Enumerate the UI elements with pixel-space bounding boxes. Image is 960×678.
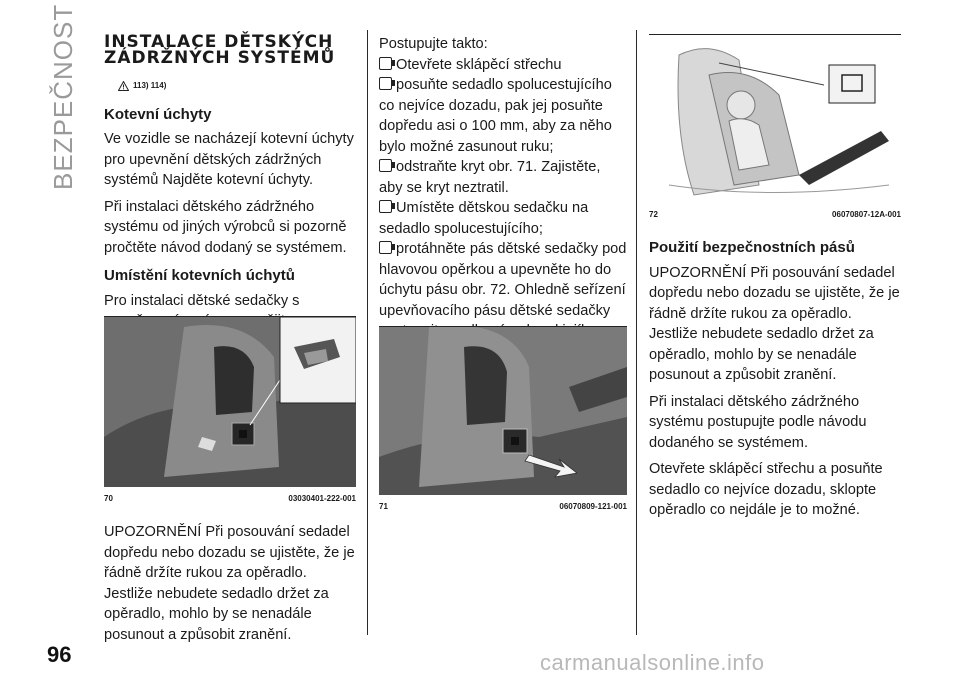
- figure-71-caption: [379, 502, 627, 511]
- step-bullet-icon: [379, 57, 392, 70]
- figure-code: 06070807-12A-001: [832, 210, 901, 219]
- warning-icon: [118, 81, 129, 91]
- figure-71-illustration: [379, 327, 627, 495]
- figure-number: 72: [649, 210, 658, 219]
- figure-71: [379, 326, 627, 511]
- figure-72: [649, 34, 901, 219]
- steps-intro: Postupujte takto:: [379, 36, 488, 52]
- paragraph-warning: UPOZORNĚNÍ Při posouvání sedadel dopředu nebo dozadu se ujistěte, že je řádně držíte rukou za opěradlo. Jestliže nebudete sedadlo držet za opěradlo, mohlo by se nenadále posunout a způsobit zranění.: [649, 264, 900, 383]
- step-text: posuňte sedadlo spolucestujícího co nejvíce dozadu, pak jej posuňte dopředu asi o 100 mm, aby za něho bylo možné zasunout ruku;: [379, 77, 612, 155]
- paragraph: Pro instalaci dětské sedačky s: [104, 292, 300, 309]
- column-1-lower: [104, 522, 356, 651]
- subheading-anchors: Kotevní úchyty: [104, 105, 212, 123]
- figure-72-caption: [649, 210, 901, 219]
- page-number: 96: [47, 642, 72, 667]
- figure-code: 03030401-222-001: [288, 494, 356, 503]
- column-divider: [636, 30, 637, 635]
- paragraph: Otevřete sklápěcí střechu a posuňte sedadlo co nejvíce dozadu, sklopte opěradlo co nejdále je to možné.: [649, 461, 883, 518]
- figure-code: 06070809-121-001: [559, 502, 627, 511]
- step-item: [379, 198, 627, 239]
- figure-number: 71: [379, 502, 388, 511]
- paragraph-warning: UPOZORNĚNÍ Při posouvání sedadel dopředu nebo dozadu se ujistěte, že je řádně držíte rukou za opěradlo. Jestliže nebudete sedadlo držet za opěradlo, mohlo by se nenadále posunout a způsobit zranění.: [104, 524, 355, 643]
- step-bullet-icon: [379, 241, 392, 254]
- paragraph: Při instalaci dětského zádržného systému od jiných výrobců si pozorně pročtěte návod dodaný se systémem.: [104, 198, 347, 256]
- section-title-line2: ZÁDRŽNÝCH SYSTÉMŮ: [104, 48, 336, 68]
- figure-72-illustration: [649, 35, 901, 203]
- step-bullet-icon: [379, 159, 392, 172]
- column-divider: [367, 30, 368, 635]
- step-text: Otevřete sklápěcí střechu: [396, 56, 562, 73]
- step-item: [379, 157, 627, 198]
- paragraph: Ve vozidle se nacházejí kotevní úchyty pro upevnění dětských zádržných systémů Najděte kotevní úchyty.: [104, 131, 354, 188]
- step-text: protáhněte pás dětské sedačky pod hlavovou opěrkou a upevněte ho do úchytu pásu obr. 72. Ohledně seřízení upevňovacího pásu dětské sedačky: [379, 241, 627, 319]
- warning-refs: [118, 76, 356, 97]
- section-title: [104, 34, 356, 66]
- section-side-tab-label: BEZPEČNOST: [48, 3, 78, 190]
- figure-number: 70: [104, 494, 113, 503]
- step-item: [379, 55, 627, 76]
- column-2: [379, 34, 627, 362]
- step-item: [379, 75, 627, 157]
- warning-refs-text: 113) 114): [133, 81, 167, 90]
- column-3: [649, 238, 901, 527]
- subheading-seatbelts: Použití bezpečnostních pásů: [649, 239, 855, 256]
- step-bullet-icon: [379, 200, 392, 213]
- section-side-tab: [48, 3, 78, 190]
- step-text: Umístěte dětskou sedačku na sedadlo spolucestujícího;: [379, 200, 589, 237]
- watermark: carmanualsonline.info: [540, 650, 765, 675]
- figure-70: [104, 316, 356, 503]
- figure-70-illustration: [104, 317, 356, 487]
- section-title-line1: INSTALACE DĚTSKÝCH: [104, 32, 334, 52]
- step-text: odstraňte kryt obr. 71. Zajistěte, aby se kryt neztratil.: [379, 159, 601, 196]
- subheading-anchor-location: Umístění kotevních úchytů: [104, 267, 295, 284]
- figure-70-caption: [104, 494, 356, 503]
- column-1: [104, 34, 356, 358]
- step-bullet-icon: [379, 77, 392, 90]
- paragraph: Při instalaci dětského zádržného systému postupujte podle návodu dodaného se systémem.: [649, 393, 867, 451]
